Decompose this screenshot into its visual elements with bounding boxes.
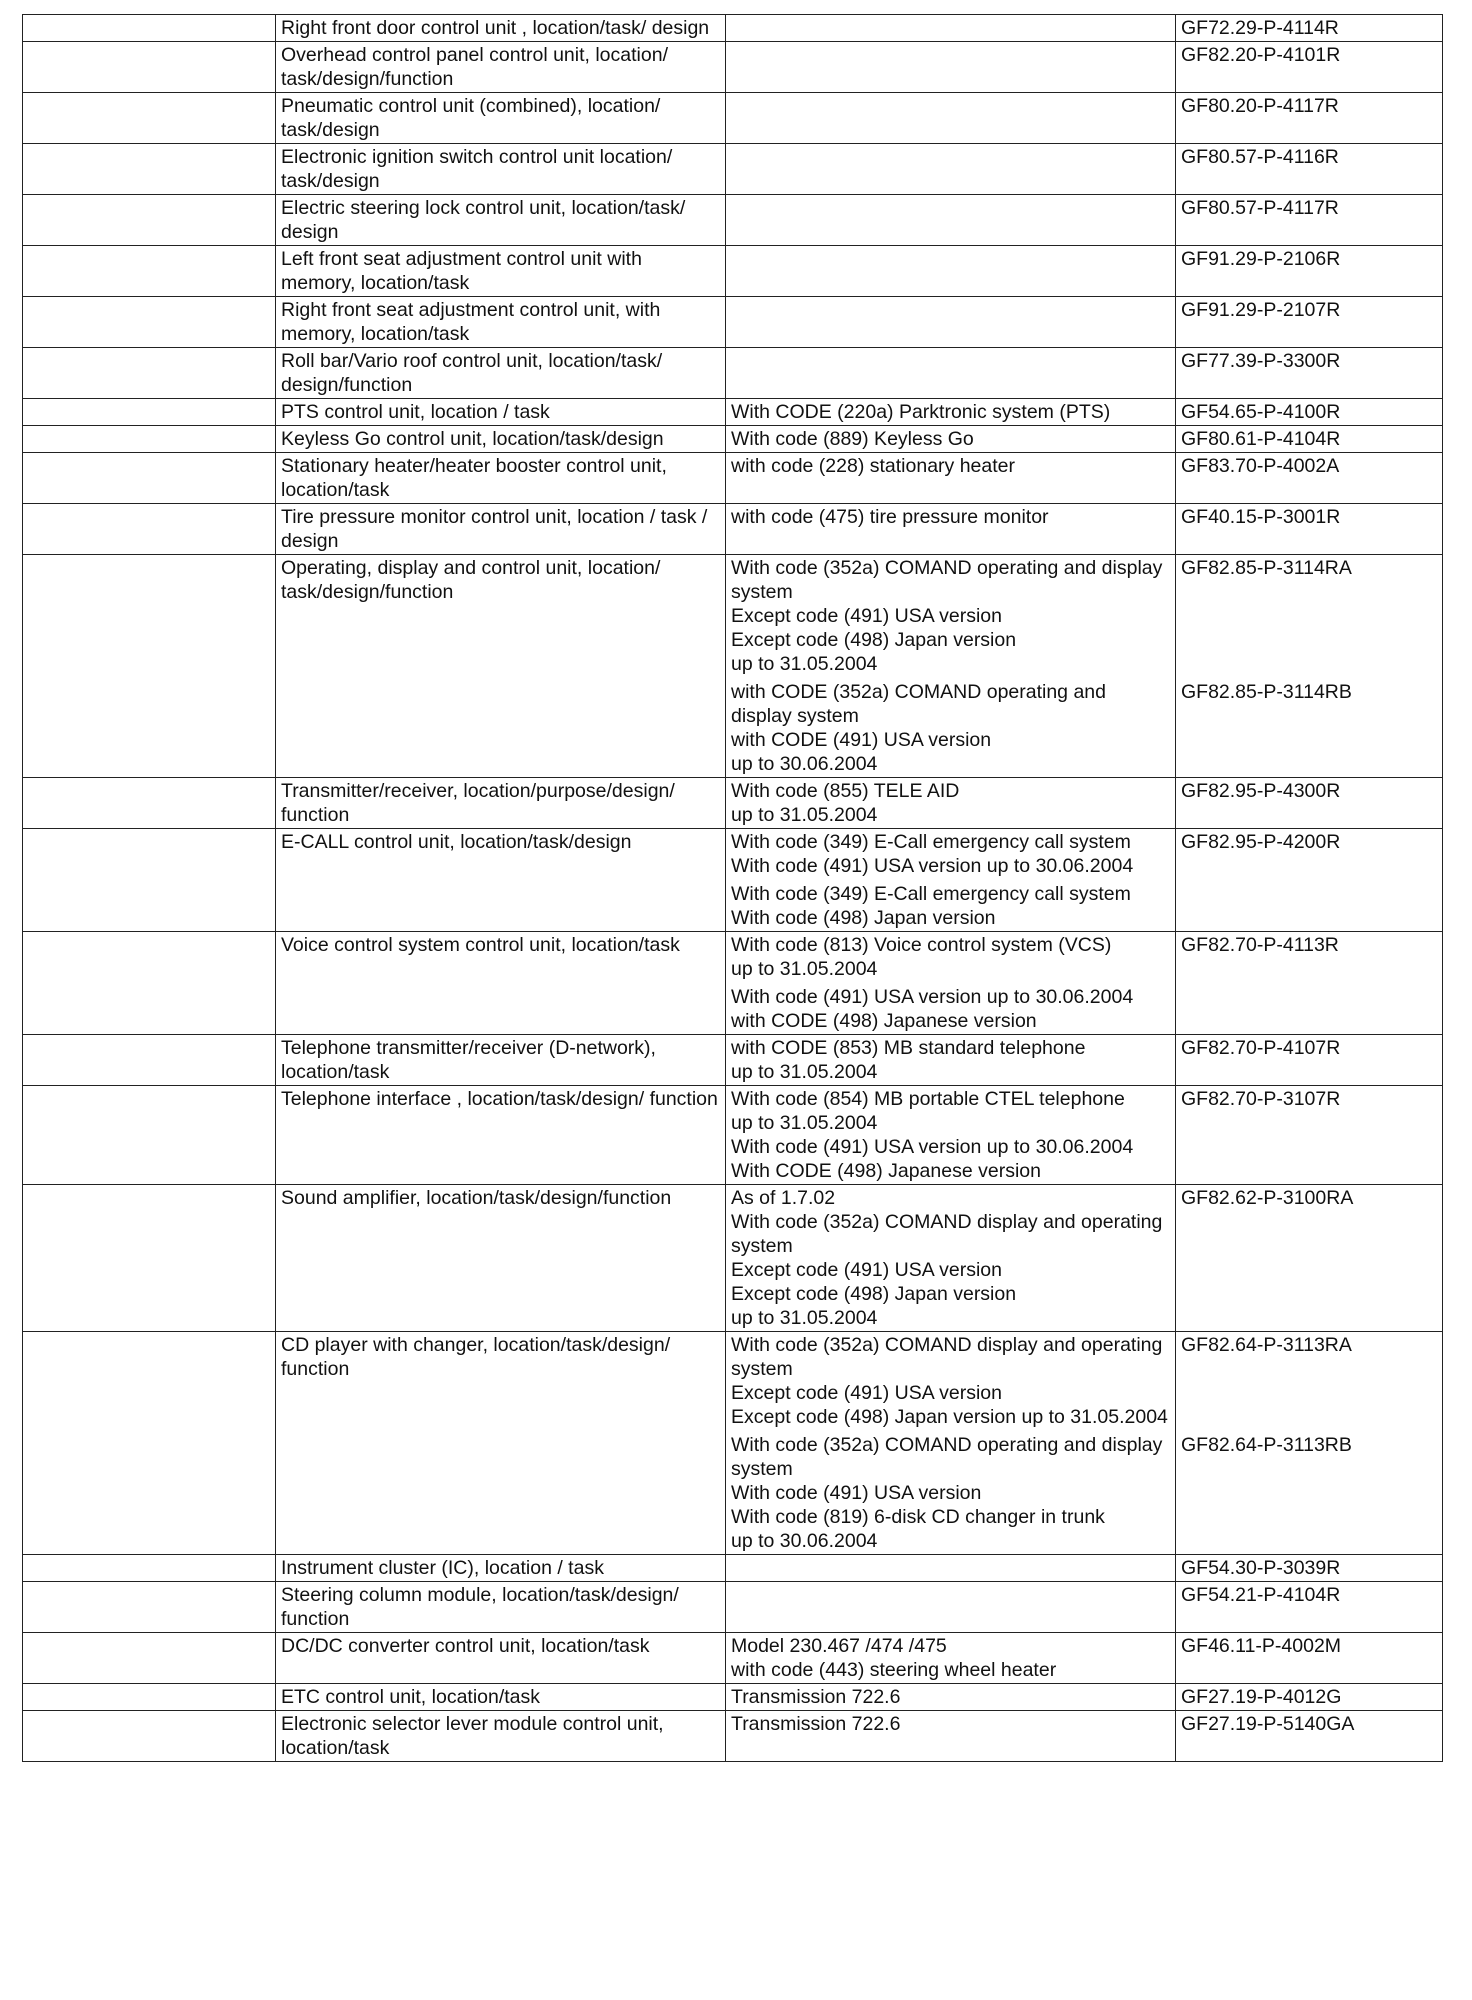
component-cell: Stationary heater/heater booster control unit, location/task <box>276 453 726 504</box>
condition-text: With CODE (220a) Parktronic system (PTS) <box>731 401 1111 423</box>
document-number[interactable]: GF83.70-P-4002A <box>1181 455 1340 477</box>
table-body <box>23 15 1443 1762</box>
document-number[interactable]: GF82.85-P-3114RA <box>1181 557 1352 579</box>
table-row <box>23 348 1443 399</box>
condition-text: Transmission 722.6 <box>731 1713 901 1735</box>
condition-text: With code (352a) COMAND display and operating system Except code (491) USA version Except code (498) Japan version up to 31.05.2004 <box>731 1334 1168 1428</box>
document-number[interactable]: GF46.11-P-4002M <box>1181 1635 1342 1657</box>
document-number-cell <box>1176 144 1443 195</box>
blank-cell <box>23 1332 276 1555</box>
component-cell: Telephone transmitter/receiver (D-network), location/task <box>276 1035 726 1086</box>
condition-text: Model 230.467 /474 /475 with code (443) steering wheel heater <box>731 1635 1057 1681</box>
condition-text: With code (889) Keyless Go <box>731 428 974 450</box>
table-row <box>23 1555 1443 1582</box>
component-cell: Electronic ignition switch control unit location/ task/design <box>276 144 726 195</box>
blank-cell <box>23 1633 276 1684</box>
document-number[interactable]: GF82.70-P-4113R <box>1181 934 1339 956</box>
conditions-cell <box>726 453 1176 504</box>
blank-cell <box>23 829 276 932</box>
component-cell: Roll bar/Vario roof control unit, location/task/ design/function <box>276 348 726 399</box>
document-number-cell <box>1176 1332 1443 1555</box>
document-number[interactable]: GF82.85-P-3114RB <box>1181 681 1352 703</box>
document-number-cell <box>1176 15 1443 42</box>
document-number-cell <box>1176 932 1443 1035</box>
conditions-cell <box>726 778 1176 829</box>
table-row <box>23 246 1443 297</box>
conditions-cell <box>726 1582 1176 1633</box>
conditions-cell <box>726 426 1176 453</box>
document-number[interactable]: GF54.21-P-4104R <box>1181 1584 1341 1606</box>
table-row <box>23 15 1443 42</box>
component-cell: Voice control system control unit, location/task <box>276 932 726 1035</box>
document-number-cell <box>1176 1684 1443 1711</box>
table-row <box>23 555 1443 778</box>
condition-text: with CODE (352a) COMAND operating and display system with CODE (491) USA version up to 30.06.2004 <box>731 681 1106 775</box>
condition-text: With code (352a) COMAND operating and display system Except code (491) USA version Except code (498) Japan version up to 31.05.2004 <box>731 557 1163 675</box>
document-number[interactable]: GF40.15-P-3001R <box>1181 506 1341 528</box>
document-number-cell <box>1176 1555 1443 1582</box>
document-number[interactable]: GF82.64-P-3113RB <box>1181 1434 1352 1456</box>
table-row <box>23 504 1443 555</box>
document-number[interactable]: GF27.19-P-5140GA <box>1181 1713 1355 1735</box>
document-table <box>22 14 1443 1762</box>
table-row <box>23 829 1443 932</box>
component-cell: CD player with changer, location/task/design/ function <box>276 1332 726 1555</box>
document-number[interactable]: GF82.62-P-3100RA <box>1181 1187 1354 1209</box>
document-number[interactable]: GF82.70-P-3107R <box>1181 1088 1341 1110</box>
document-number[interactable]: GF82.70-P-4107R <box>1181 1037 1341 1059</box>
blank-cell <box>23 144 276 195</box>
table-row <box>23 1684 1443 1711</box>
document-number[interactable]: GF80.61-P-4104R <box>1181 428 1341 450</box>
table-row <box>23 778 1443 829</box>
conditions-cell <box>726 297 1176 348</box>
component-cell: Electronic selector lever module control unit, location/task <box>276 1711 726 1762</box>
component-cell: Overhead control panel control unit, location/ task/design/function <box>276 42 726 93</box>
blank-cell <box>23 1711 276 1762</box>
conditions-cell <box>726 932 1176 1035</box>
document-number-cell <box>1176 348 1443 399</box>
document-number-cell <box>1176 195 1443 246</box>
conditions-cell <box>726 1035 1176 1086</box>
table-row <box>23 297 1443 348</box>
document-number-cell <box>1176 1633 1443 1684</box>
component-cell: Instrument cluster (IC), location / task <box>276 1555 726 1582</box>
component-cell: Telephone interface , location/task/design/ function <box>276 1086 726 1185</box>
blank-cell <box>23 1086 276 1185</box>
conditions-cell <box>726 1711 1176 1762</box>
conditions-cell <box>726 195 1176 246</box>
document-number[interactable]: GF27.19-P-4012G <box>1181 1686 1342 1708</box>
document-number[interactable]: GF54.65-P-4100R <box>1181 401 1341 423</box>
component-cell: ETC control unit, location/task <box>276 1684 726 1711</box>
condition-text: With code (813) Voice control system (VCS) up to 31.05.2004 <box>731 934 1112 980</box>
component-cell: Steering column module, location/task/design/ function <box>276 1582 726 1633</box>
document-number[interactable]: GF82.20-P-4101R <box>1181 44 1341 66</box>
condition-text: With code (349) E-Call emergency call system With code (498) Japan version <box>731 883 1131 929</box>
conditions-cell <box>726 1185 1176 1332</box>
document-number-cell <box>1176 399 1443 426</box>
condition-text: with CODE (853) MB standard telephone up to 31.05.2004 <box>731 1037 1086 1083</box>
component-cell: DC/DC converter control unit, location/task <box>276 1633 726 1684</box>
blank-cell <box>23 399 276 426</box>
document-number-cell <box>1176 829 1443 932</box>
blank-cell <box>23 93 276 144</box>
blank-cell <box>23 1582 276 1633</box>
document-number-cell <box>1176 93 1443 144</box>
blank-cell <box>23 42 276 93</box>
conditions-cell <box>726 1684 1176 1711</box>
table-row <box>23 144 1443 195</box>
blank-cell <box>23 453 276 504</box>
document-number[interactable]: GF82.95-P-4200R <box>1181 831 1341 853</box>
table-row <box>23 42 1443 93</box>
blank-cell <box>23 195 276 246</box>
document-number-cell <box>1176 1086 1443 1185</box>
condition-text: with code (228) stationary heater <box>731 455 1015 477</box>
condition-text: With code (352a) COMAND operating and display system With code (491) USA version With code (819) 6-disk CD changer in trunk up to 30.06.2004 <box>731 1434 1163 1552</box>
document-number-cell <box>1176 504 1443 555</box>
document-number[interactable]: GF91.29-P-2107R <box>1181 299 1341 321</box>
table-row <box>23 1582 1443 1633</box>
blank-cell <box>23 1185 276 1332</box>
blank-cell <box>23 348 276 399</box>
component-cell: Right front door control unit , location/task/ design <box>276 15 726 42</box>
conditions-cell <box>726 1633 1176 1684</box>
document-number[interactable]: GF80.57-P-4116R <box>1181 146 1339 168</box>
blank-cell <box>23 1684 276 1711</box>
condition-text: With code (349) E-Call emergency call system With code (491) USA version up to 30.06.2004 <box>731 831 1134 877</box>
document-number[interactable]: GF80.57-P-4117R <box>1181 197 1339 219</box>
conditions-cell <box>726 144 1176 195</box>
component-cell: Operating, display and control unit, location/ task/design/function <box>276 555 726 778</box>
condition-text: with code (475) tire pressure monitor <box>731 506 1049 528</box>
conditions-cell <box>726 246 1176 297</box>
component-cell: Transmitter/receiver, location/purpose/design/ function <box>276 778 726 829</box>
condition-text: As of 1.7.02 With code (352a) COMAND display and operating system Except code (491) USA version Except code (498) Japan version up to 31.05.2004 <box>731 1187 1163 1329</box>
table-row <box>23 1086 1443 1185</box>
table-row <box>23 1332 1443 1555</box>
document-number-cell <box>1176 1711 1443 1762</box>
component-cell: Electric steering lock control unit, location/task/ design <box>276 195 726 246</box>
conditions-cell <box>726 348 1176 399</box>
blank-cell <box>23 297 276 348</box>
table-row <box>23 1633 1443 1684</box>
component-cell: PTS control unit, location / task <box>276 399 726 426</box>
component-cell: Pneumatic control unit (combined), location/ task/design <box>276 93 726 144</box>
document-number[interactable]: GF82.95-P-4300R <box>1181 780 1341 802</box>
table-row <box>23 1185 1443 1332</box>
conditions-cell <box>726 42 1176 93</box>
document-number-cell <box>1176 42 1443 93</box>
component-cell: Keyless Go control unit, location/task/design <box>276 426 726 453</box>
conditions-cell <box>726 829 1176 932</box>
document-number[interactable]: GF80.20-P-4117R <box>1181 95 1339 117</box>
document-number[interactable]: GF91.29-P-2106R <box>1181 248 1341 270</box>
document-number[interactable]: GF77.39-P-3300R <box>1181 350 1341 372</box>
blank-cell <box>23 426 276 453</box>
document-number[interactable]: GF72.29-P-4114R <box>1181 17 1339 39</box>
document-number-cell <box>1176 297 1443 348</box>
blank-cell <box>23 555 276 778</box>
conditions-cell <box>726 399 1176 426</box>
table-row <box>23 399 1443 426</box>
condition-text: With code (854) MB portable CTEL telephone up to 31.05.2004 With code (491) USA version up to 30.06.2004 With CODE (498) Japanese version <box>731 1088 1134 1182</box>
conditions-cell <box>726 1332 1176 1555</box>
table-row <box>23 932 1443 1035</box>
conditions-cell <box>726 504 1176 555</box>
document-number[interactable]: GF82.64-P-3113RA <box>1181 1334 1352 1356</box>
conditions-cell <box>726 555 1176 778</box>
table-row <box>23 453 1443 504</box>
table-row <box>23 93 1443 144</box>
component-cell: Tire pressure monitor control unit, location / task / design <box>276 504 726 555</box>
blank-cell <box>23 15 276 42</box>
blank-cell <box>23 778 276 829</box>
blank-cell <box>23 932 276 1035</box>
document-number-cell <box>1176 555 1443 778</box>
blank-cell <box>23 504 276 555</box>
component-cell: E-CALL control unit, location/task/design <box>276 829 726 932</box>
conditions-cell <box>726 1086 1176 1185</box>
component-cell: Right front seat adjustment control unit, with memory, location/task <box>276 297 726 348</box>
component-cell: Left front seat adjustment control unit with memory, location/task <box>276 246 726 297</box>
table-row <box>23 426 1443 453</box>
table-row <box>23 1035 1443 1086</box>
document-number[interactable]: GF54.30-P-3039R <box>1181 1557 1341 1579</box>
document-number-cell <box>1176 1582 1443 1633</box>
blank-cell <box>23 1555 276 1582</box>
document-number-cell <box>1176 426 1443 453</box>
document-number-cell <box>1176 1035 1443 1086</box>
document-number-cell <box>1176 1185 1443 1332</box>
table-row <box>23 195 1443 246</box>
blank-cell <box>23 246 276 297</box>
document-number-cell <box>1176 778 1443 829</box>
table-row <box>23 1711 1443 1762</box>
conditions-cell <box>726 15 1176 42</box>
component-cell: Sound amplifier, location/task/design/function <box>276 1185 726 1332</box>
condition-text: With code (855) TELE AID up to 31.05.2004 <box>731 780 960 826</box>
document-number-cell <box>1176 246 1443 297</box>
condition-text: Transmission 722.6 <box>731 1686 901 1708</box>
document-number-cell <box>1176 453 1443 504</box>
conditions-cell <box>726 93 1176 144</box>
conditions-cell <box>726 1555 1176 1582</box>
condition-text: With code (491) USA version up to 30.06.2004 with CODE (498) Japanese version <box>731 986 1134 1032</box>
blank-cell <box>23 1035 276 1086</box>
